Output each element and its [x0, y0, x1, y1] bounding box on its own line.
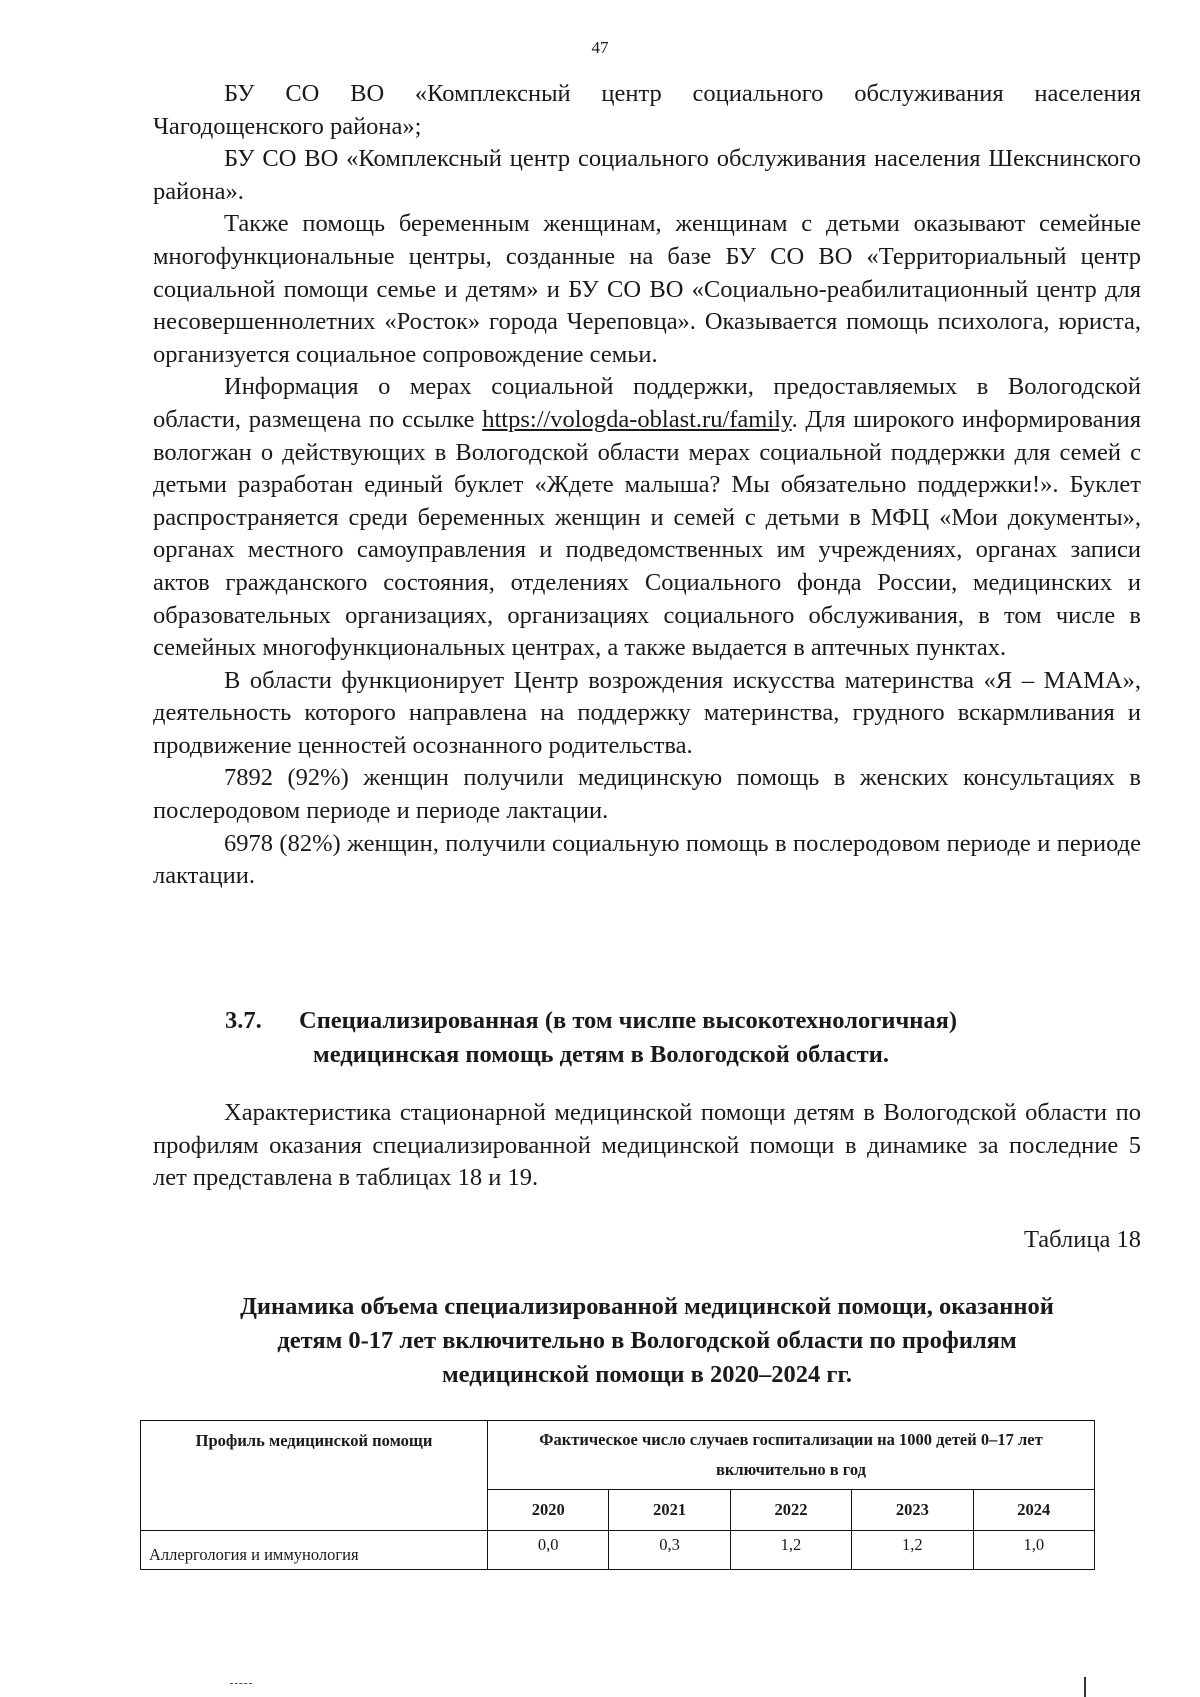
section-title-line: медицинская помощь детям в Вологодской области.	[313, 1041, 889, 1068]
paragraph-text: . Для широкого информирования вологжан о действующих в Вологодской области мерах социальной поддержки для семей с детьми разработан единый буклет «Ждете малыша? Мы обязательно поддержки!». Буклет распространяется среди беременных женщин и семей с детьми в МФЦ «Мои документы», органах местного самоуправления и подведомственных им учреждениях, органах записи актов гражданского состояния, отделениях Социального фонда России, медицинских и образовательных организациях, организациях социального обслуживания, в том числе в семейных многофункциональных центрах, а также выдается в аптечных пунктах.	[153, 405, 1141, 662]
header-year: 2021	[609, 1490, 730, 1531]
table-title-line: Динамика объема специализированной медицинской помощи, оказанной	[240, 1293, 1054, 1320]
header-year: 2020	[488, 1490, 609, 1531]
section-number: 3.7.	[225, 1007, 262, 1034]
scan-artifact-bar	[1084, 1677, 1086, 1697]
hospitalization-table	[140, 1420, 1095, 1570]
table-header-row	[141, 1421, 1095, 1490]
header-group: Фактическое число случаев госпитализации на 1000 детей 0–17 лет включительно в год	[488, 1421, 1095, 1490]
table-title-line: детям 0-17 лет включительно в Вологодской области по профилям	[277, 1327, 1017, 1354]
section-title-line: Специализированная (в том числпе высокотехнологичная)	[299, 1007, 958, 1034]
row-value: 1,2	[730, 1531, 851, 1570]
paragraph: БУ СО ВО «Комплексный центр социального обслуживания населения Шекснинского района».	[153, 145, 1141, 205]
paragraph: В области функционирует Центр возрождения искусства материнства «Я – МАМА», деятельность которого направлена на поддержку материнства, грудного вскармливания и продвижение ценностей осознанного родительства.	[153, 666, 1141, 759]
table-label: Таблица 18	[1023, 1226, 1141, 1253]
paragraph: БУ СО ВО «Комплексный центр социального обслуживания населения Чагодощенского района»;	[153, 80, 1141, 140]
page-number: 47	[591, 38, 609, 57]
header-year: 2023	[852, 1490, 973, 1531]
header-year: 2024	[973, 1490, 1095, 1531]
header-year: 2022	[730, 1490, 851, 1531]
paragraph-with-link	[153, 371, 1141, 664]
row-value: 1,0	[973, 1531, 1095, 1570]
table-title	[153, 1290, 1141, 1392]
row-value: 0,0	[488, 1531, 609, 1570]
scan-artifact-mark	[230, 1683, 252, 1686]
row-profile: Аллергология и иммунология	[141, 1531, 488, 1570]
section-heading	[225, 1004, 1125, 1072]
paragraph-text: Информация о мерах социальной поддержки, предоставляемых в Вологодской области, размещена по ссылке	[153, 373, 1141, 433]
body-text	[153, 78, 1141, 893]
intro-paragraph: Характеристика стационарной медицинской помощи детям в Вологодской области по профилям оказания специализированной медицинской помощи в динамике за последние 5 лет представлена в таблицах 18 и 19.	[153, 1099, 1141, 1192]
paragraph: 6978 (82%) женщин, получили социальную помощь в послеродовом периоде и периоде лактации.	[153, 829, 1141, 890]
row-value: 0,3	[609, 1531, 730, 1570]
table-row	[141, 1531, 1095, 1570]
table-title-line: медицинской помощи в 2020–2024 гг.	[441, 1361, 853, 1388]
family-support-link[interactable]: https://vologda-oblast.ru/family	[482, 405, 792, 433]
paragraph: Также помощь беременным женщинам, женщинам с детьми оказывают семейные многофункциональные центры, созданные на базе БУ СО ВО «Территориальный центр социальной помощи семье и детям» и БУ СО ВО «Социально-реабилитационный центр для несовершеннолетних «Росток» города Череповца». Оказывается помощь психолога, юриста, организуется социальное сопровождение семьи.	[153, 210, 1141, 368]
header-profile: Профиль медицинской помощи	[141, 1421, 488, 1531]
paragraph: 7892 (92%) женщин получили медицинскую помощь в женских консультациях в послеродовом периоде и периоде лактации.	[153, 764, 1141, 825]
row-value: 1,2	[852, 1531, 973, 1570]
